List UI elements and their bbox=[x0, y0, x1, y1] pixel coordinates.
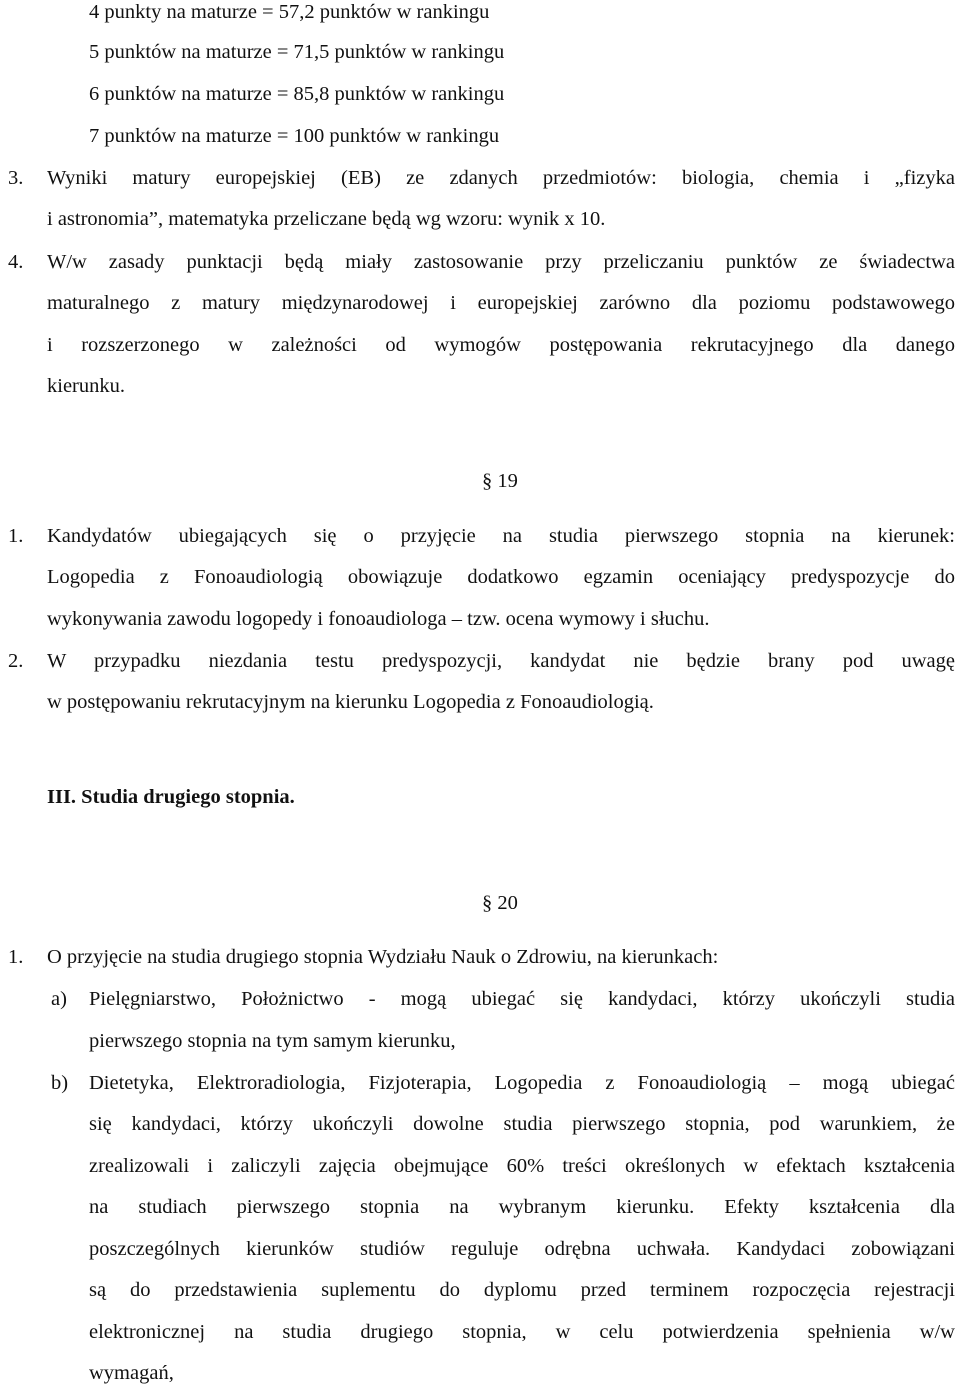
section-heading: III. Studia drugiego stopnia. bbox=[47, 786, 295, 808]
paragraph-line: maturalnego z matury międzynarodowej i europejskiej zarówno dla poziomu podstawowego bbox=[47, 292, 955, 314]
scoring-line: 4 punkty na maturze = 57,2 punktów w rankingu bbox=[89, 1, 490, 23]
item-number: 2. bbox=[8, 650, 24, 672]
paragraph-line: Logopedia z Fonoaudiologią obowiązuje dodatkowo egzamin oceniający predyspozycje do bbox=[47, 566, 955, 588]
paragraph-line: na studiach pierwszego stopnia na wybranym kierunku. Efekty kształcenia dla bbox=[89, 1196, 955, 1218]
paragraph-line: kierunku. bbox=[47, 375, 125, 397]
paragraph-line: poszczególnych kierunków studiów reguluje odrębna uchwała. Kandydaci zobowiązani bbox=[89, 1238, 955, 1260]
paragraph-line: Dietetyka, Elektroradiologia, Fizjoterapia, Logopedia z Fonoaudiologią – mogą ubiegać bbox=[89, 1072, 955, 1094]
item-number: 1. bbox=[8, 525, 24, 547]
paragraph-line: w postępowaniu rekrutacyjnym na kierunku Logopedia z Fonoaudiologią. bbox=[47, 691, 654, 713]
paragraph-line: elektronicznej na studia drugiego stopnia, w celu potwierdzenia spełnienia w/w bbox=[89, 1321, 955, 1343]
paragraph-line: i rozszerzonego w zależności od wymogów postępowania rekrutacyjnego dla danego bbox=[47, 334, 955, 356]
section-mark: § 19 bbox=[482, 470, 518, 492]
paragraph-line: wykonywania zawodu logopedy i fonoaudiologa – tzw. ocena wymowy i słuchu. bbox=[47, 608, 710, 630]
paragraph-line: Wyniki matury europejskiej (EB) ze zdanych przedmiotów: biologia, chemia i „fizyka bbox=[47, 167, 955, 189]
paragraph-line: pierwszego stopnia na tym samym kierunku, bbox=[89, 1030, 456, 1052]
paragraph-line: i astronomia”, matematyka przeliczane będą wg wzoru: wynik x 10. bbox=[47, 208, 606, 230]
paragraph-line: W/w zasady punktacji będą miały zastosowanie przy przeliczaniu punktów ze świadectwa bbox=[47, 251, 955, 273]
scoring-line: 5 punktów na maturze = 71,5 punktów w rankingu bbox=[89, 41, 505, 63]
sub-item-label: a) bbox=[51, 988, 67, 1010]
paragraph-line: są do przedstawienia suplementu do dyplomu przed terminem rozpoczęcia rejestracji bbox=[89, 1279, 955, 1301]
paragraph-line: Kandydatów ubiegających się o przyjęcie na studia pierwszego stopnia na kierunek: bbox=[47, 525, 955, 547]
scoring-line: 6 punktów na maturze = 85,8 punktów w rankingu bbox=[89, 83, 505, 105]
sub-item-label: b) bbox=[51, 1072, 69, 1094]
paragraph-line: O przyjęcie na studia drugiego stopnia Wydziału Nauk o Zdrowiu, na kierunkach: bbox=[47, 946, 719, 968]
item-number: 4. bbox=[8, 251, 24, 273]
section-mark: § 20 bbox=[482, 892, 518, 914]
paragraph-line: się kandydaci, którzy ukończyli dowolne studia pierwszego stopnia, pod warunkiem, że bbox=[89, 1113, 955, 1135]
paragraph-line: Pielęgniarstwo, Położnictwo - mogą ubiegać się kandydaci, którzy ukończyli studia bbox=[89, 988, 955, 1010]
paragraph-line: W przypadku niezdania testu predyspozycji, kandydat nie będzie brany pod uwagę bbox=[47, 650, 955, 672]
item-number: 3. bbox=[8, 167, 24, 189]
scoring-line: 7 punktów na maturze = 100 punktów w rankingu bbox=[89, 125, 500, 147]
paragraph-line: wymagań, bbox=[89, 1362, 174, 1384]
item-number: 1. bbox=[8, 946, 24, 968]
paragraph-line: zrealizowali i zaliczyli zajęcia obejmujące 60% treści określonych w efektach kształcenia bbox=[89, 1155, 955, 1177]
